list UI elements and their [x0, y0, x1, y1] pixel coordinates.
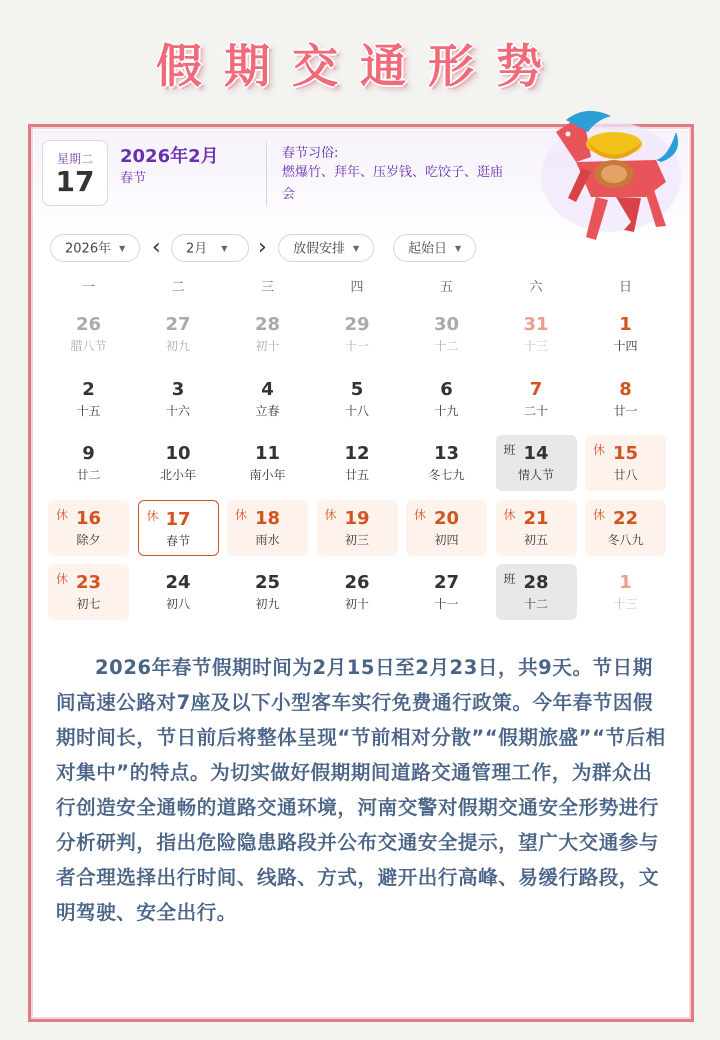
holiday-select-label: 放假安排	[293, 241, 346, 257]
chevron-down-icon: ▼	[455, 244, 462, 253]
day-number: 10	[165, 443, 191, 464]
day-number: 2	[82, 378, 95, 400]
day-cell[interactable]	[496, 564, 577, 620]
day-number: 27	[433, 572, 460, 593]
day-number: 1	[619, 314, 632, 335]
workday-badge: 班	[503, 572, 516, 586]
weekday-label: 三	[260, 280, 274, 295]
day-number: 30	[433, 314, 460, 335]
day-cell[interactable]	[138, 306, 219, 362]
lunar-label: 情人节	[517, 468, 554, 482]
day-number: 11	[254, 443, 281, 464]
lunar-label: 北小年	[159, 468, 196, 482]
prev-month-button[interactable]: ‹	[152, 235, 161, 260]
day-number: 12	[344, 443, 370, 464]
day-number: 26	[75, 314, 102, 335]
lunar-label: 初八	[165, 597, 190, 611]
holiday-badge: 休	[56, 507, 69, 522]
day-number: 13	[433, 443, 460, 464]
chevron-down-icon: ▼	[353, 244, 360, 253]
holiday-badge: 休	[503, 507, 516, 522]
day-cell[interactable]	[317, 500, 398, 556]
month-select[interactable]	[171, 234, 249, 262]
lunar-label: 廿八	[613, 468, 638, 482]
start-day-select-label: 起始日	[408, 241, 448, 257]
horse-illustration	[516, 102, 686, 252]
day-cell[interactable]	[406, 306, 487, 362]
lunar-label: 十四	[613, 339, 638, 353]
selected-day: 17	[55, 165, 95, 198]
day-number: 28	[254, 314, 281, 335]
article-text: 2026年春节假期时间为2月15日至2月23日，共9天。节日期间高速公路对7座及以下小型客车实行免费通行政策。今年春节因假期时间长，节日前后将整体呈现“节前相对分散”“假期旅盛”“节后相对集中”的特点。为切实做好假期期间道路交通管理工作，为群众出行创造安全通畅的道路交通环境，河南交警对假期交通安全形势进行分析研判，指出危险隐患路段并公布交通安全提示，望广大交通参与者合理选择出行时间、线路、方式，避开出行高峰、易缓行路段，文明驾驶、安全出行。	[56, 656, 666, 924]
lunar-label: 十一	[434, 597, 459, 611]
lunar-label: 初五	[523, 532, 548, 547]
lunar-label: 初九	[255, 597, 280, 611]
next-month-button[interactable]: ›	[258, 235, 267, 260]
day-cell[interactable]	[48, 306, 129, 362]
header-divider	[266, 142, 267, 206]
day-number: 22	[612, 507, 639, 529]
selected-date-box	[42, 140, 108, 206]
day-cell[interactable]	[406, 564, 487, 620]
day-cell[interactable]	[48, 371, 129, 427]
day-number: 15	[612, 443, 639, 464]
lunar-label: 十三	[523, 339, 548, 353]
weekday-label: 五	[439, 280, 453, 295]
day-number: 4	[261, 378, 274, 400]
day-number: 26	[344, 572, 370, 593]
day-cell[interactable]	[227, 500, 308, 556]
day-number: 7	[529, 378, 543, 400]
weekday-label: 四	[350, 280, 364, 295]
lunar-label: 二十	[523, 403, 548, 418]
weekday-label: 一	[81, 280, 95, 295]
day-number: 16	[75, 507, 102, 529]
holiday-badge: 休	[235, 507, 248, 522]
day-cell[interactable]	[585, 500, 666, 556]
day-number: 5	[350, 378, 364, 400]
weekday-label: 日	[618, 280, 632, 295]
lunar-label: 初九	[165, 339, 190, 353]
holiday-badge: 休	[56, 572, 69, 586]
lunar-label: 除夕	[76, 532, 101, 547]
lunar-label: 十八	[344, 403, 369, 418]
day-cell[interactable]	[585, 435, 666, 491]
day-number: 3	[171, 378, 185, 400]
day-cell[interactable]	[227, 371, 308, 427]
holiday-badge: 休	[324, 507, 337, 522]
day-cell[interactable]	[317, 564, 398, 620]
day-cell[interactable]	[585, 564, 666, 620]
day-number: 23	[75, 572, 102, 593]
day-number: 9	[82, 443, 95, 464]
lunar-label: 雨水	[255, 532, 280, 547]
day-cell[interactable]	[227, 564, 308, 620]
lunar-label: 立春	[255, 403, 280, 418]
day-number: 17	[165, 508, 191, 530]
day-cell[interactable]	[585, 306, 666, 362]
customs-text: 燃爆竹、拜年、压岁钱、吃饺子、逛庙会	[282, 165, 504, 202]
day-cell[interactable]	[48, 564, 129, 620]
day-number: 25	[254, 572, 281, 593]
day-cell[interactable]	[227, 435, 308, 491]
day-number: 21	[523, 507, 549, 529]
day-cell[interactable]	[406, 500, 487, 556]
page-title: 假期交通形势	[156, 39, 564, 93]
day-cell[interactable]	[48, 500, 129, 556]
chevron-down-icon: ▼	[119, 244, 126, 253]
month-select-label: 2月	[186, 241, 208, 257]
day-cell[interactable]	[317, 306, 398, 362]
lunar-label: 十一	[344, 339, 369, 353]
year-month-title: 2026年2月	[120, 146, 219, 167]
lunar-label: 十二	[523, 597, 548, 611]
day-number: 18	[254, 507, 281, 529]
lunar-label: 十九	[434, 403, 459, 418]
lunar-label: 初三	[344, 532, 369, 547]
customs-title: 春节习俗:	[282, 146, 339, 161]
selected-weekday: 星期二	[56, 152, 93, 166]
holiday-calendar	[34, 130, 688, 630]
day-cell[interactable]	[496, 371, 577, 427]
day-cell[interactable]	[138, 500, 219, 556]
lunar-label: 初十	[255, 339, 280, 353]
day-cell[interactable]	[406, 435, 487, 491]
lunar-label: 初四	[434, 532, 459, 547]
day-number: 1	[619, 572, 632, 593]
day-cell[interactable]	[496, 435, 577, 491]
lunar-label: 廿二	[76, 468, 101, 482]
workday-badge: 班	[503, 443, 516, 457]
weekday-label: 六	[529, 280, 543, 295]
lunar-label: 十六	[165, 403, 190, 418]
lunar-label: 廿五	[344, 468, 369, 482]
lunar-label: 冬七九	[428, 468, 465, 482]
lunar-label: 十五	[76, 403, 101, 418]
weekday-header	[48, 276, 675, 296]
lunar-label: 冬八九	[607, 532, 644, 547]
day-cell[interactable]	[138, 564, 219, 620]
chevron-down-icon: ▼	[221, 244, 228, 253]
day-number: 28	[523, 572, 549, 593]
lunar-label: 十三	[613, 597, 638, 611]
day-cell[interactable]	[317, 371, 398, 427]
lunar-label: 初七	[76, 597, 101, 611]
lunar-label: 南小年	[249, 468, 286, 482]
day-cell[interactable]	[138, 435, 219, 491]
holiday-badge: 休	[593, 507, 606, 522]
holiday-badge: 休	[414, 507, 427, 522]
day-number: 31	[523, 314, 549, 335]
day-number: 8	[619, 378, 632, 400]
holiday-badge: 休	[593, 443, 606, 457]
day-cell[interactable]	[406, 371, 487, 427]
lunar-label: 廿一	[613, 403, 638, 418]
day-cell[interactable]	[496, 306, 577, 362]
day-cell[interactable]	[227, 306, 308, 362]
day-number: 29	[344, 314, 370, 335]
day-number: 6	[440, 378, 453, 400]
day-cell[interactable]	[585, 371, 666, 427]
lunar-label: 初十	[344, 597, 369, 611]
lunar-label: 腊八节	[70, 339, 107, 353]
start-day-select[interactable]	[393, 234, 476, 262]
weekday-label: 二	[171, 280, 185, 295]
year-select-label: 2026年	[65, 241, 112, 257]
day-cell[interactable]	[496, 500, 577, 556]
day-cell[interactable]	[317, 435, 398, 491]
holiday-select[interactable]	[278, 234, 374, 262]
year-select[interactable]	[50, 234, 140, 262]
day-number: 19	[344, 507, 370, 529]
lunar-label: 十二	[434, 339, 459, 353]
day-number: 20	[433, 507, 460, 529]
day-number: 27	[165, 314, 191, 335]
day-cell[interactable]	[48, 435, 129, 491]
day-number: 14	[523, 443, 549, 464]
day-cell[interactable]	[138, 371, 219, 427]
holiday-badge: 休	[146, 508, 159, 523]
festival-name: 春节	[120, 171, 147, 186]
day-number: 24	[165, 572, 191, 593]
lunar-label: 春节	[165, 533, 190, 548]
